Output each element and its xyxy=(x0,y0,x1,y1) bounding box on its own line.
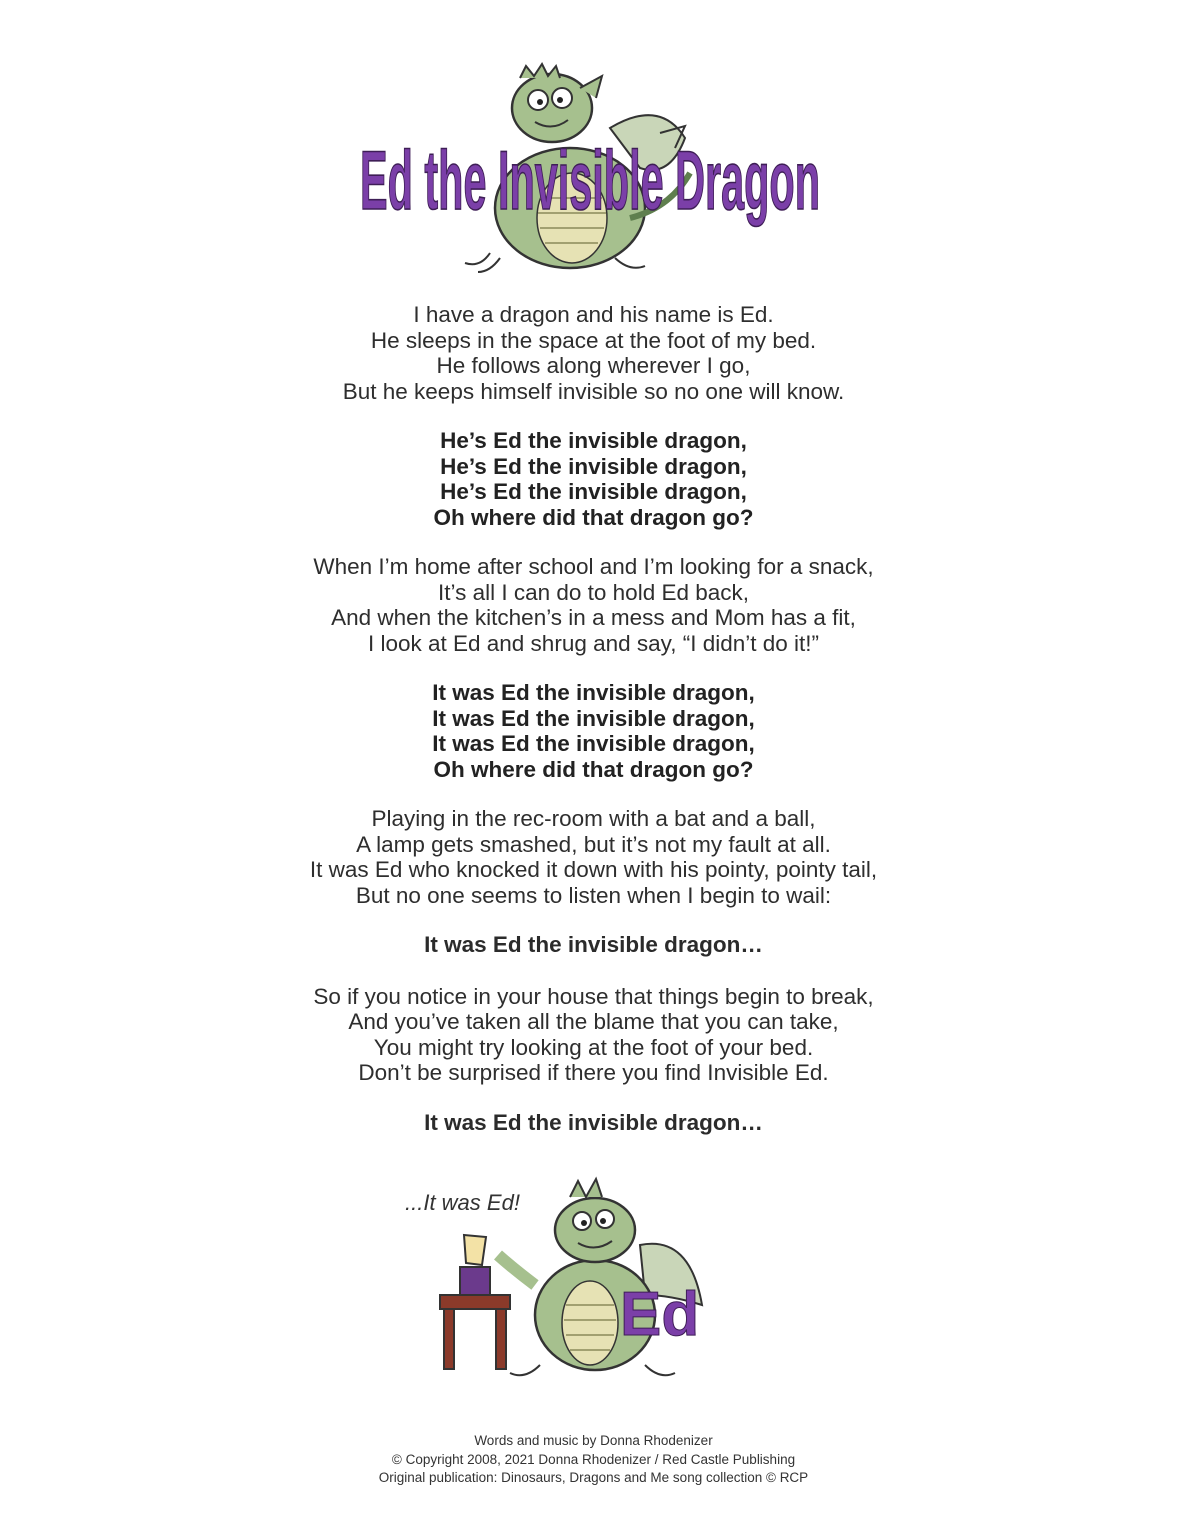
verse-line: A lamp gets smashed, but it’s not my fault at all. xyxy=(356,831,831,857)
verse-line: He sleeps in the space at the foot of my bed. xyxy=(370,327,817,353)
verse-line: It’s all I can do to hold Ed back, xyxy=(437,579,750,605)
refrain-2: It was Ed the invisible dragon… xyxy=(424,1109,763,1135)
chorus-line: It was Ed the invisible dragon, xyxy=(432,731,755,756)
credit-line-copyright: © Copyright 2008, 2021 Donna Rhodenizer / Red Castle Publishing xyxy=(391,1451,796,1467)
lyrics xyxy=(0,302,1187,1161)
verse-line: I look at Ed and shrug and say, “I didn’t do it!” xyxy=(367,630,820,656)
chorus-line: He’s Ed the invisible dragon, xyxy=(440,428,747,453)
logo-title: Ed the Invisible Dragon xyxy=(359,133,820,228)
credit-line-publication: Original publication: Dinosaurs, Dragons and Me song collection © RCP xyxy=(378,1470,809,1485)
verse-3 xyxy=(0,806,1187,908)
verse-line: And you’ve taken all the blame that you can take, xyxy=(348,1009,839,1034)
verse-line: Playing in the rec-room with a bat and a ball, xyxy=(371,806,816,831)
chorus-1 xyxy=(0,428,1187,530)
verse-line: So if you notice in your house that things begin to break, xyxy=(313,983,874,1009)
ed-art-label: Ed xyxy=(620,1280,700,1349)
verse-line: It was Ed who knocked it down with his pointy, pointy tail, xyxy=(309,857,878,882)
chorus-line: It was Ed the invisible dragon, xyxy=(432,680,755,705)
credits xyxy=(0,1432,1187,1488)
refrain-1: It was Ed the invisible dragon… xyxy=(424,932,763,957)
chorus-line: He’s Ed the invisible dragon, xyxy=(440,479,747,504)
verse-line: But no one seems to listen when I begin to wail: xyxy=(355,882,832,908)
verse-line: You might try looking at the foot of your bed. xyxy=(373,1034,814,1060)
verse-line: Don’t be surprised if there you find Invisible Ed. xyxy=(358,1060,829,1085)
verse-line: But he keeps himself invisible so no one will know. xyxy=(342,378,845,404)
chorus-line: Oh where did that dragon go? xyxy=(433,756,754,782)
title-logo xyxy=(340,58,840,278)
verse-1 xyxy=(0,302,1187,404)
chorus-line: He’s Ed the invisible dragon, xyxy=(440,453,747,479)
verse-line: I have a dragon and his name is Ed. xyxy=(413,302,774,327)
outro-text: ...It was Ed! xyxy=(405,1190,520,1215)
chorus-line: Oh where did that dragon go? xyxy=(433,504,754,530)
verse-2 xyxy=(0,554,1187,656)
chorus-line: It was Ed the invisible dragon, xyxy=(432,705,755,731)
verse-line: He follows along wherever I go, xyxy=(436,353,751,378)
verse-line: And when the kitchen’s in a mess and Mom has a fit, xyxy=(331,605,856,630)
verse-4 xyxy=(0,984,1187,1086)
verse-line: When I’m home after school and I’m looking for a snack, xyxy=(313,554,874,579)
credit-line-author: Words and music by Donna Rhodenizer xyxy=(474,1433,713,1448)
chorus-2 xyxy=(0,680,1187,782)
dragon-table-illustration xyxy=(430,1175,730,1385)
